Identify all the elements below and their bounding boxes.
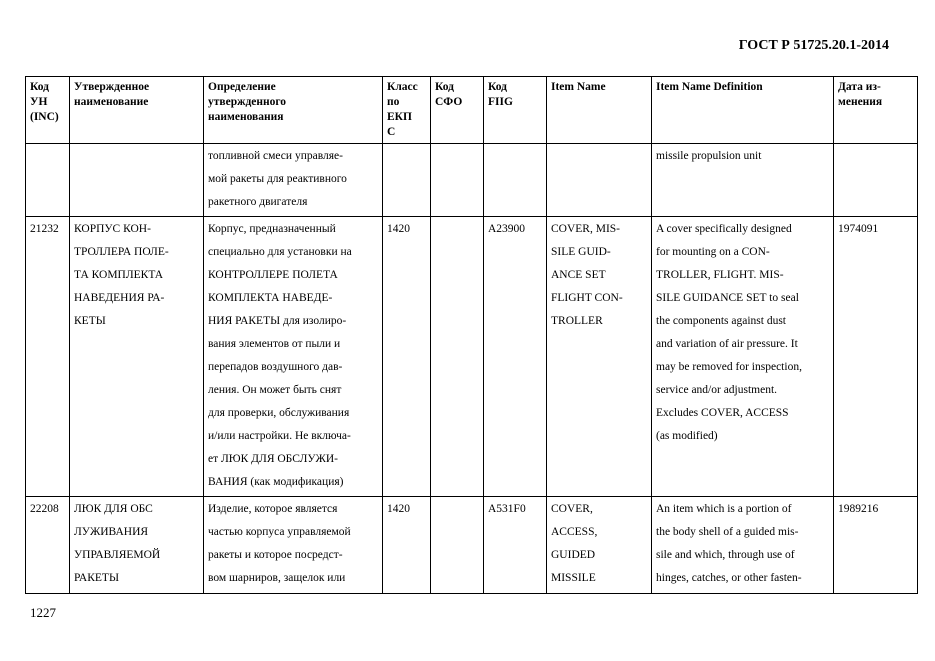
cell-line: ракеты и которое посредст-	[208, 549, 343, 561]
cell-line: Корпус, предназначенный	[208, 223, 336, 235]
cell-name	[70, 144, 204, 217]
header-line: Дата из-	[838, 81, 881, 93]
header-line: С	[387, 126, 396, 138]
cell-inc	[26, 497, 70, 594]
cell-line: КЕТЫ	[74, 315, 106, 327]
cell-line: A cover specifically designed	[656, 223, 792, 235]
cell-line: (as modified)	[656, 430, 718, 442]
cell-line: COVER, MIS-	[551, 223, 621, 235]
cell-line: 22208	[30, 503, 59, 515]
header-row	[26, 77, 918, 144]
header-item-name	[547, 77, 652, 144]
table-row	[26, 144, 918, 217]
cell-line: missile propulsion unit	[656, 150, 762, 162]
cell-fiig	[484, 144, 547, 217]
header-line: по	[387, 96, 400, 108]
header-line: ЕКП	[387, 111, 412, 123]
cell-line: специально для установки на	[208, 246, 352, 258]
cell-item-name	[547, 144, 652, 217]
header-item-definition	[652, 77, 834, 144]
header-line: Item Name	[551, 81, 606, 93]
cell-line: вом шарниров, защелок или	[208, 572, 346, 584]
header-line: менения	[838, 96, 883, 108]
cell-line: COVER,	[551, 503, 593, 515]
cell-class	[383, 497, 431, 594]
cell-item-definition	[652, 497, 834, 594]
cell-line: НАВЕДЕНИЯ РА-	[74, 292, 165, 304]
cell-line: FLIGHT CON-	[551, 292, 623, 304]
cell-line: the body shell of a guided mis-	[656, 526, 799, 538]
cell-fiig	[484, 497, 547, 594]
cell-line: SILE GUID-	[551, 246, 611, 258]
cell-line: SILE GUIDANCE SET to seal	[656, 292, 799, 304]
cell-line: Excludes COVER, ACCESS	[656, 407, 789, 419]
cell-line: and variation of air pressure. It	[656, 338, 798, 350]
cell-line: A23900	[488, 223, 526, 235]
header-class	[383, 77, 431, 144]
header-line: Код	[30, 81, 50, 93]
header-line: утвержденного	[208, 96, 287, 108]
header-inc	[26, 77, 70, 144]
cell-line: for mounting on a CON-	[656, 246, 770, 258]
cell-item-name	[547, 497, 652, 594]
cell-sfo	[431, 497, 484, 594]
cell-line: ТА КОМПЛЕКТА	[74, 269, 164, 281]
cell-line: ANCE SET	[551, 269, 606, 281]
cell-inc	[26, 217, 70, 497]
cell-definition	[204, 497, 383, 594]
cell-line: РАКЕТЫ	[74, 572, 119, 584]
cell-line: TROLLER, FLIGHT. MIS-	[656, 269, 784, 281]
header-line: УН	[30, 96, 48, 108]
cell-line: Изделие, которое является	[208, 503, 338, 515]
cell-line: вания элементов от пыли и	[208, 338, 341, 350]
cell-line: the components against dust	[656, 315, 786, 327]
cell-sfo	[431, 144, 484, 217]
header-line: Код	[435, 81, 455, 93]
cell-inc	[26, 144, 70, 217]
header-line: наименование	[74, 96, 149, 108]
cell-line: ЛЮК ДЛЯ ОБС	[74, 503, 153, 515]
cell-date	[834, 497, 918, 594]
cell-definition	[204, 144, 383, 217]
cell-line: перепадов воздушного дав-	[208, 361, 343, 373]
cell-name	[70, 217, 204, 497]
cell-line: ракетного двигателя	[208, 196, 308, 208]
cell-line: КОМПЛЕКТА НАВЕДЕ-	[208, 292, 333, 304]
header-date	[834, 77, 918, 144]
cell-line: ТРОЛЛЕРА ПОЛЕ-	[74, 246, 169, 258]
cell-line: и/или настройки. Не включа-	[208, 430, 351, 442]
header-line: Утвержденное	[74, 81, 150, 93]
header-definition	[204, 77, 383, 144]
cell-line: НИЯ РАКЕТЫ для изолиро-	[208, 315, 347, 327]
header-line: (INC)	[30, 111, 59, 123]
cell-name	[70, 497, 204, 594]
cell-line: ет ЛЮК ДЛЯ ОБСЛУЖИ-	[208, 453, 338, 465]
cell-line: 21232	[30, 223, 59, 235]
cell-line: топливной смеси управляе-	[208, 150, 343, 162]
cell-line: КОНТРОЛЛЕРЕ ПОЛЕТА	[208, 269, 338, 281]
cell-line: 1974091	[838, 223, 879, 235]
cell-line: ЛУЖИВАНИЯ	[74, 526, 149, 538]
cell-line: 1420	[387, 223, 410, 235]
header-line: Код	[488, 81, 508, 93]
cell-class	[383, 217, 431, 497]
cell-line: ACCESS,	[551, 526, 598, 538]
header-line: FIIG	[488, 96, 513, 108]
header-line: СФО	[435, 96, 463, 108]
cell-line: sile and which, through use of	[656, 549, 795, 561]
cell-class	[383, 144, 431, 217]
header-sfo	[431, 77, 484, 144]
cell-line: КОРПУС КОН-	[74, 223, 151, 235]
cell-line: A531F0	[488, 503, 526, 515]
cell-line: service and/or adjustment.	[656, 384, 778, 396]
cell-line: ВАНИЯ (как модификация)	[208, 476, 344, 488]
header-line: Класс	[387, 81, 418, 93]
header-line: Item Name Definition	[656, 81, 763, 93]
cell-sfo	[431, 217, 484, 497]
cell-line: GUIDED	[551, 549, 596, 561]
cell-item-definition	[652, 144, 834, 217]
catalog-table	[25, 76, 918, 594]
cell-date	[834, 217, 918, 497]
header-line: наименования	[208, 111, 284, 123]
header-line: Определение	[208, 81, 276, 93]
cell-date	[834, 144, 918, 217]
cell-line: частью корпуса управляемой	[208, 526, 351, 538]
table-row	[26, 217, 918, 497]
header-fiig	[484, 77, 547, 144]
cell-line: hinges, catches, or other fasten-	[656, 572, 802, 584]
cell-line: для проверки, обслуживания	[208, 407, 350, 419]
cell-line: may be removed for inspection,	[656, 361, 802, 373]
cell-line: 1989216	[838, 503, 879, 515]
table-row	[26, 497, 918, 594]
cell-line: An item which is a portion of	[656, 503, 792, 515]
cell-fiig	[484, 217, 547, 497]
cell-item-definition	[652, 217, 834, 497]
header-approved-name	[70, 77, 204, 144]
cell-item-name	[547, 217, 652, 497]
document-code: ГОСТ Р 51725.20.1-2014	[738, 38, 889, 53]
page-number: 1227	[30, 605, 56, 620]
cell-line: 1420	[387, 503, 410, 515]
cell-definition	[204, 217, 383, 497]
cell-line: MISSILE	[551, 572, 596, 584]
cell-line: УПРАВЛЯЕМОЙ	[74, 549, 161, 561]
cell-line: мой ракеты для реактивного	[208, 173, 347, 185]
cell-line: TROLLER	[551, 315, 603, 327]
cell-line: ления. Он может быть снят	[208, 384, 342, 396]
